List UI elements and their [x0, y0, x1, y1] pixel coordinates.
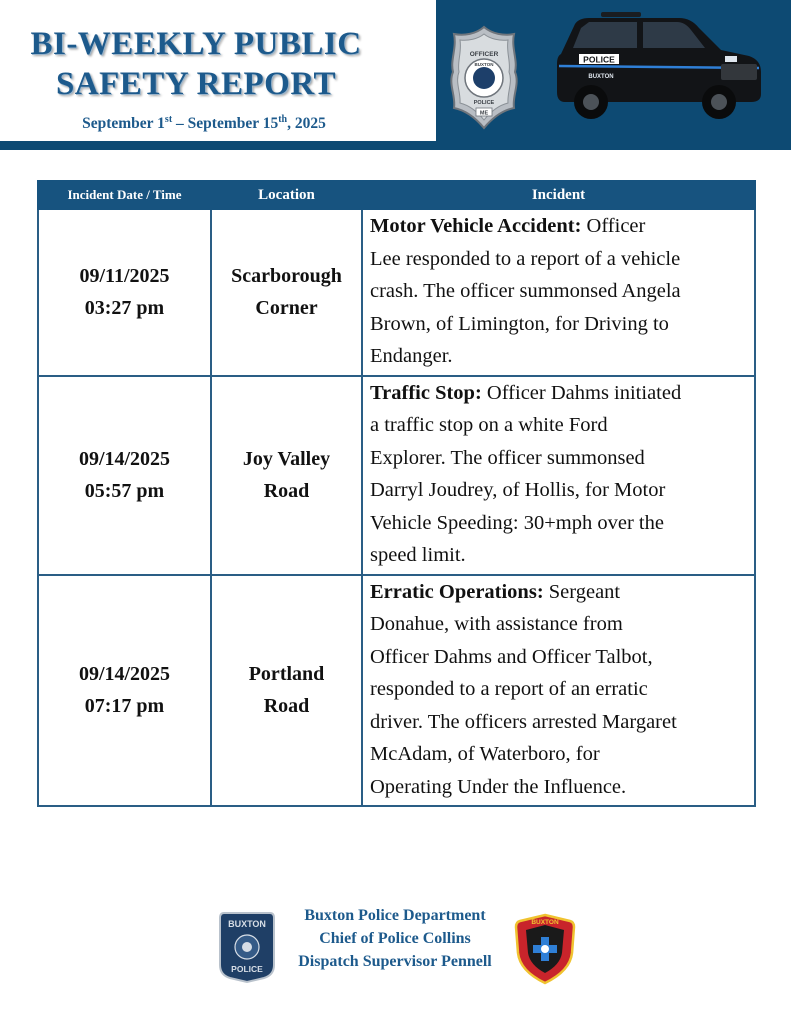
police-patch-logo — [218, 909, 276, 983]
footer-dispatch-supervisor: Dispatch Supervisor Pennell — [298, 953, 492, 970]
description-line: speed limit. — [370, 544, 466, 566]
description-line: Motor Vehicle Accident: Officer — [370, 215, 646, 237]
incident-date-time-cell — [38, 575, 211, 807]
footer-department: Buxton Police Department — [304, 907, 486, 924]
location-line: Scarborough — [231, 265, 342, 288]
cruiser-town-text: BUXTON — [588, 74, 614, 80]
incident-date: 09/14/2025 — [78, 663, 171, 686]
table-row — [38, 209, 755, 376]
incident-description-cell — [362, 376, 755, 575]
report-title: BI-WEEKLY PUBLIC SAFETY REPORT — [30, 26, 362, 102]
column-header-incident: Incident — [362, 181, 755, 209]
location-line: Road — [263, 480, 310, 502]
description-line: Traffic Stop: Officer Dahms initiated — [370, 381, 682, 404]
description-line: Operating Under the Influence. — [370, 775, 627, 798]
description-line: responded to a report of an erratic — [370, 678, 648, 700]
badge-text-officer: OFFICER — [469, 51, 499, 58]
police-cruiser-image — [553, 8, 767, 126]
patch-text-police: POLICE — [231, 964, 263, 974]
fire-rescue-patch-logo — [514, 913, 576, 985]
report-date-range: September 1st – September 15th, 2025 — [82, 114, 326, 133]
table-header-row — [38, 181, 755, 209]
description-line: Donahue, with assistance from — [370, 613, 623, 635]
incident-date-time-cell — [38, 209, 211, 376]
description-line: McAdam, of Waterboro, for — [370, 743, 600, 765]
badge-text-police: POLICE — [473, 100, 495, 106]
incident-description-cell — [362, 209, 755, 376]
location-line: Joy Valley — [242, 448, 331, 470]
fire-patch-text-buxton: BUXTON — [531, 919, 559, 926]
incident-location-cell — [211, 575, 362, 807]
footer-chief: Chief of Police Collins — [319, 930, 471, 947]
incident-type: Erratic Operations: — [370, 580, 544, 603]
description-line: crash. The officer summonsed Angela — [370, 280, 681, 302]
description-line: Explorer. The officer summonsed — [370, 446, 645, 469]
incident-description-cell — [362, 575, 755, 807]
column-header-date-time: Incident Date / Time — [38, 181, 211, 209]
table-row — [38, 575, 755, 807]
cruiser-door-text: POLICE — [583, 54, 615, 65]
badge-text-me: ME — [479, 110, 489, 117]
incident-date: 09/11/2025 — [79, 265, 170, 288]
incident-time: 03:27 pm — [84, 297, 165, 320]
incident-date-time-cell — [38, 376, 211, 575]
badge-text-buxton: BUXTON — [474, 62, 494, 67]
patch-text-buxton: BUXTON — [228, 919, 266, 929]
description-line: Brown, of Limington, for Driving to — [370, 312, 669, 335]
incident-location-cell — [211, 376, 362, 575]
incident-time: 05:57 pm — [84, 480, 165, 502]
location-line: Road — [263, 695, 310, 718]
location-line: Portland — [248, 663, 325, 686]
incident-time: 07:17 pm — [84, 695, 165, 718]
description-line: Erratic Operations: Sergeant — [370, 580, 621, 603]
report-header — [0, 0, 791, 150]
description-line: Darryl Joudrey, of Hollis, for Motor — [370, 479, 666, 501]
police-badge-image — [448, 24, 520, 134]
description-line: Vehicle Speeding: 30+mph over the — [370, 511, 664, 534]
incident-location-cell — [211, 209, 362, 376]
location-line: Corner — [255, 297, 318, 320]
column-header-location: Location — [211, 181, 362, 209]
table-row — [38, 376, 755, 575]
incident-type: Traffic Stop: — [370, 381, 482, 404]
footer-contact-block — [280, 904, 510, 973]
description-line: Officer Dahms and Officer Talbot, — [370, 645, 653, 668]
description-line: a traffic stop on a white Ford — [370, 414, 608, 436]
description-line: Endanger. — [370, 345, 453, 367]
header-divider-band — [0, 141, 791, 150]
incident-type: Motor Vehicle Accident: — [370, 215, 582, 237]
incident-date: 09/14/2025 — [78, 448, 171, 470]
incident-table — [37, 180, 756, 807]
description-line: driver. The officers arrested Margaret — [370, 710, 677, 733]
description-line: Lee responded to a report of a vehicle — [370, 247, 681, 270]
